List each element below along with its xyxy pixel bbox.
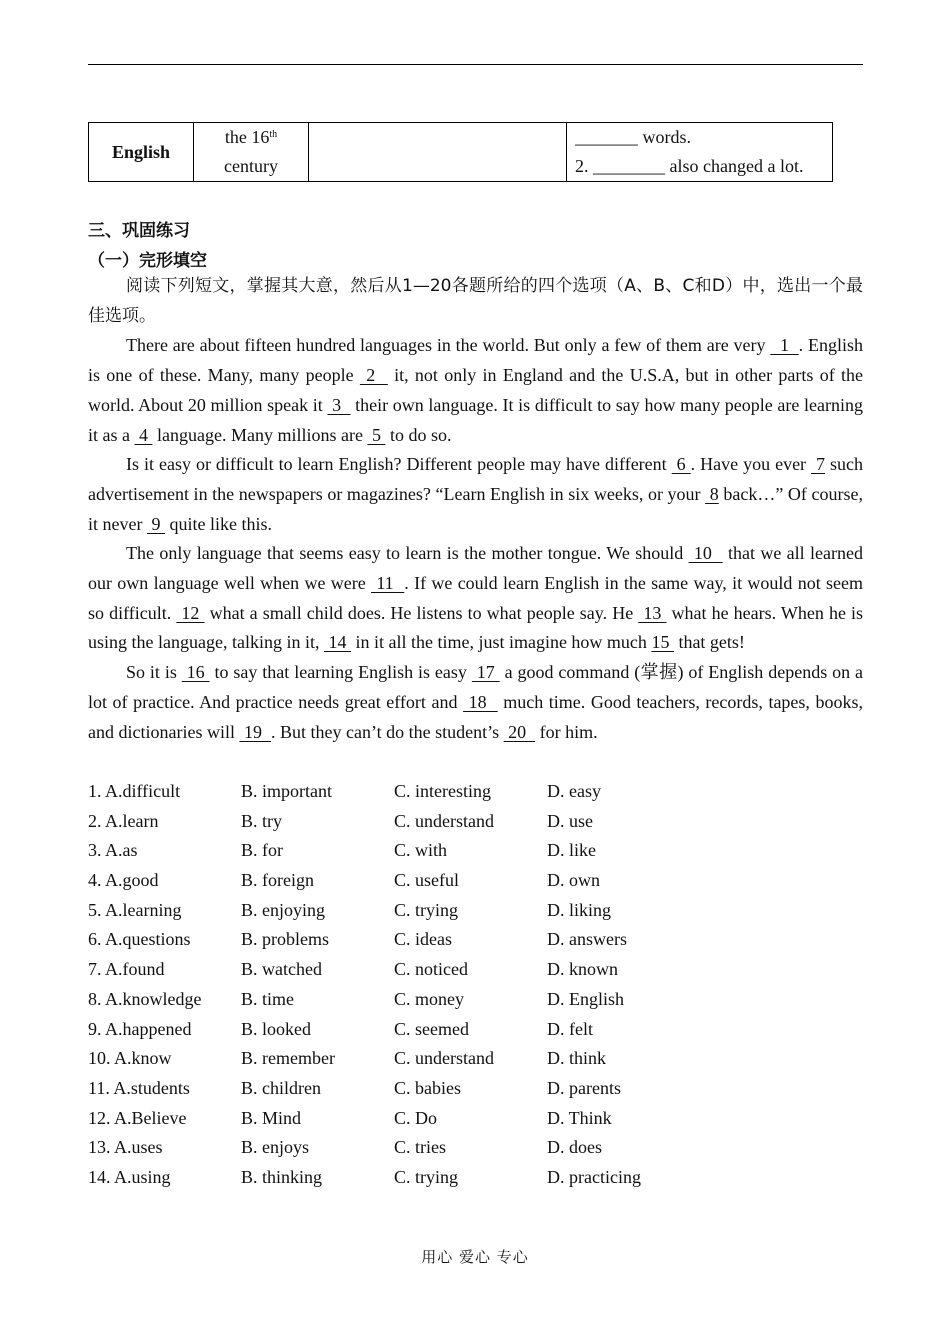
option-b: B. children <box>241 1077 321 1098</box>
option-row-2 <box>88 807 863 837</box>
option-d: D. answers <box>547 929 627 950</box>
blank-5: 5 <box>367 424 386 445</box>
option-b: B. remember <box>241 1048 335 1069</box>
option-b: B. important <box>241 781 332 801</box>
notes-line-1: _______ words. <box>575 127 691 147</box>
option-b: B. try <box>241 810 283 831</box>
option-b: B. enjoying <box>241 899 325 920</box>
option-c: C. understand <box>394 810 494 831</box>
option-a: 7. A.found <box>88 959 165 980</box>
option-d: D. like <box>547 840 596 861</box>
notes-line-2: 2. ________ also changed a lot. <box>575 156 804 176</box>
blank-12: 12 <box>176 602 205 623</box>
blank-18: 18 <box>463 691 498 712</box>
time-text: the 16 <box>224 127 270 147</box>
option-b: B. for <box>241 840 283 861</box>
option-d: D. felt <box>547 1018 593 1039</box>
option-row-4 <box>88 866 863 896</box>
option-a: 5. A.learning <box>88 899 182 920</box>
option-c: C. tries <box>394 1137 446 1158</box>
subsection-title: （一）完形填空 <box>88 251 207 271</box>
blank-19: 19 <box>239 721 271 742</box>
option-b: B. foreign <box>241 870 314 891</box>
blank-9: 9 <box>146 513 165 534</box>
option-row-12 <box>88 1104 863 1134</box>
header-rule <box>88 64 863 65</box>
option-row-5 <box>88 896 863 926</box>
option-b: B. problems <box>241 929 329 950</box>
option-b: B. Mind <box>241 1107 302 1128</box>
option-a: 2. A.learn <box>88 810 159 831</box>
option-b: B. time <box>241 988 294 1009</box>
option-c: C. babies <box>394 1077 461 1098</box>
blank-8: 8 <box>705 483 719 504</box>
option-row-14 <box>88 1163 863 1193</box>
option-c: C. money <box>394 988 464 1009</box>
option-a: 11. A.students <box>88 1077 190 1098</box>
option-row-10 <box>88 1044 863 1074</box>
option-d: D. own <box>547 870 600 891</box>
option-row-8 <box>88 985 863 1015</box>
blank-16: 16 <box>181 662 210 683</box>
blank-10: 10 <box>688 543 723 564</box>
option-d: D. easy <box>547 781 601 801</box>
options-list <box>88 777 863 1193</box>
passage <box>88 272 863 747</box>
paragraph-1: There are about fifteen hundred languages in the world. But only a few of them are very 1 . English is one of these. Many, many people 2 it, not only in England and the U.S.A, but in other parts of the world. About 20 million speak it 3 their own language. It is difficult to say how many people are learning it as a 4 language. Many millions are 5 to do so. <box>88 335 863 445</box>
option-d: D. known <box>547 959 618 980</box>
option-b: B. enjoys <box>241 1137 310 1158</box>
option-c: C. Do <box>394 1107 438 1128</box>
option-c: C. ideas <box>394 929 452 950</box>
section-title: 三、巩固练习 <box>88 221 190 241</box>
paragraph-4: So it is 16 to say that learning English is easy 17 a good command (掌握) of English depends on a lot of practice. And practice needs great effort and 18 much time. Good teachers, records, tapes, books, and dictionaries will 19 . But they can’t do the student’s 20 for him. <box>88 662 864 742</box>
option-c: C. noticed <box>394 959 468 980</box>
table-cell-time <box>194 123 309 182</box>
table-cell-notes <box>567 123 833 182</box>
blank-3: 3 <box>327 394 351 415</box>
blank-2: 2 <box>359 365 388 386</box>
blank-17: 17 <box>471 662 500 683</box>
option-row-1 <box>88 777 863 807</box>
option-row-6 <box>88 925 863 955</box>
option-a: 6. A.questions <box>88 929 191 950</box>
option-c: C. seemed <box>394 1018 469 1039</box>
option-a: 1. A.difficult <box>88 781 181 801</box>
time-text-century: century <box>224 156 278 176</box>
option-d: D. does <box>547 1137 602 1158</box>
option-row-13 <box>88 1133 863 1163</box>
option-a: 13. A.uses <box>88 1137 163 1158</box>
option-d: D. liking <box>547 899 612 920</box>
option-a: 10. A.know <box>88 1048 172 1069</box>
option-a: 12. A.Believe <box>88 1107 187 1128</box>
blank-7: 7 <box>811 454 826 475</box>
option-c: C. with <box>394 840 448 861</box>
instructions: 阅读下列短文，掌握其大意，然后从1—20各题所给的四个选项（A、B、C和D）中，选出一个最佳选项。 <box>88 276 863 326</box>
option-a: 3. A.as <box>88 840 138 861</box>
table-row <box>89 123 833 182</box>
option-d: D. use <box>547 810 593 831</box>
option-a: 9. A.happened <box>88 1018 192 1039</box>
paragraph-2: Is it easy or difficult to learn English? Different people may have different 6 . Have you ever 7 such advertisement in the newspapers or magazines? “Learn English in six weeks, or your 8 back…” Of course, it never 9 quite like this. <box>88 454 864 534</box>
table-cell-language: English <box>89 123 194 182</box>
option-a: 14. A.using <box>88 1166 171 1187</box>
option-c: C. interesting <box>394 781 491 801</box>
blank-11: 11 <box>371 573 405 594</box>
option-b: B. watched <box>241 959 322 980</box>
option-c: C. understand <box>394 1048 494 1069</box>
blank-20: 20 <box>503 721 536 742</box>
blank-13: 13 <box>638 602 667 623</box>
option-d: D. practicing <box>547 1166 641 1187</box>
page-footer: 用心 爱心 专心 <box>421 1248 529 1266</box>
paragraph-3: The only language that seems easy to learn is the mother tongue. We should 10 that we all learned our own language well when we were 11 . If we could learn English in the same way, it would not seem so difficult. 12 what a small child does. He listens to what people say. He 13 what he hears. When he is using the language, talking in it, 14 in it all the time, just imagine how much 15 that gets! <box>88 543 864 653</box>
summary-table <box>88 122 833 182</box>
blank-1: 1 <box>770 335 799 356</box>
blank-15: 15 <box>651 632 674 653</box>
option-a: 4. A.good <box>88 870 159 891</box>
blank-4: 4 <box>134 424 153 445</box>
option-d: D. think <box>547 1048 607 1069</box>
blank-6: 6 <box>671 454 691 475</box>
option-d: D. English <box>547 988 625 1009</box>
option-row-3 <box>88 836 863 866</box>
option-c: C. trying <box>394 899 459 920</box>
option-row-7 <box>88 955 863 985</box>
option-b: B. thinking <box>241 1166 323 1187</box>
blank-14: 14 <box>323 632 351 653</box>
time-sup: th <box>269 129 278 140</box>
option-d: D. parents <box>547 1077 621 1098</box>
table-cell-empty <box>309 123 567 182</box>
option-b: B. looked <box>241 1018 311 1039</box>
option-c: C. trying <box>394 1166 459 1187</box>
option-d: D. Think <box>547 1107 612 1128</box>
option-row-9 <box>88 1015 863 1045</box>
option-c: C. useful <box>394 870 459 891</box>
option-a: 8. A.knowledge <box>88 988 202 1009</box>
option-row-11 <box>88 1074 863 1104</box>
